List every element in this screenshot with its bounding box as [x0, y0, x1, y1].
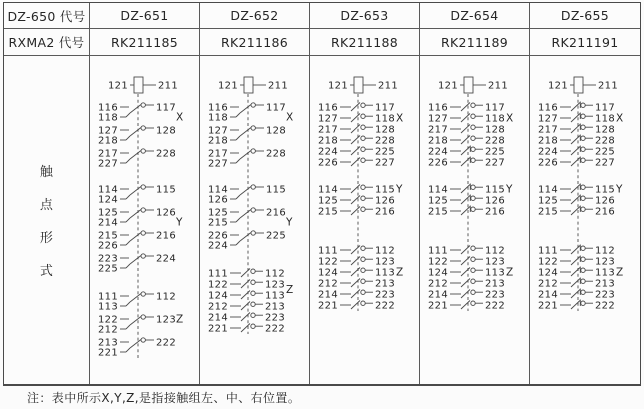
- svg-text:121: 121: [548, 80, 568, 92]
- svg-text:214: 214: [98, 217, 118, 229]
- svg-text:222: 222: [156, 337, 176, 349]
- svg-text:226: 226: [98, 240, 118, 252]
- svg-text:111: 111: [98, 291, 118, 303]
- svg-text:122: 122: [428, 256, 448, 268]
- svg-text:128: 128: [595, 124, 615, 136]
- svg-text:213: 213: [98, 337, 118, 349]
- svg-text:116: 116: [208, 102, 228, 114]
- svg-text:214: 214: [208, 312, 228, 324]
- svg-text:215: 215: [318, 206, 338, 218]
- svg-text:118: 118: [208, 112, 228, 124]
- svg-text:124: 124: [428, 267, 448, 279]
- svg-text:228: 228: [375, 135, 395, 147]
- svg-text:124: 124: [98, 194, 118, 206]
- header-code-rk211186: RK211186: [200, 29, 310, 56]
- svg-text:118: 118: [595, 113, 615, 125]
- svg-text:Y: Y: [616, 183, 623, 196]
- svg-text:126: 126: [375, 195, 395, 207]
- svg-text:223: 223: [98, 253, 118, 265]
- svg-text:223: 223: [485, 289, 505, 301]
- svg-text:211: 211: [488, 80, 508, 92]
- svg-text:127: 127: [318, 113, 338, 125]
- svg-text:221: 221: [208, 323, 228, 335]
- svg-text:223: 223: [595, 289, 615, 301]
- svg-text:225: 225: [595, 146, 615, 158]
- svg-text:115: 115: [266, 184, 286, 196]
- svg-text:125: 125: [428, 195, 448, 207]
- svg-text:127: 127: [208, 125, 228, 137]
- svg-text:118: 118: [375, 113, 395, 125]
- header-code-rk211189: RK211189: [420, 29, 530, 56]
- svg-text:221: 221: [318, 300, 338, 312]
- svg-text:121: 121: [328, 80, 348, 92]
- svg-text:128: 128: [266, 125, 286, 137]
- svg-text:122: 122: [208, 279, 228, 291]
- svg-text:X: X: [506, 112, 514, 125]
- svg-text:218: 218: [428, 135, 448, 147]
- svg-text:Z: Z: [616, 266, 624, 279]
- svg-text:224: 224: [156, 253, 176, 265]
- header-code-rk211188: RK211188: [310, 29, 420, 56]
- svg-text:118: 118: [98, 112, 118, 124]
- svg-text:113: 113: [375, 267, 395, 279]
- svg-text:116: 116: [318, 102, 338, 114]
- svg-text:114: 114: [98, 184, 118, 196]
- svg-text:212: 212: [538, 278, 558, 290]
- svg-text:118: 118: [485, 113, 505, 125]
- diagram-column-dz652: [200, 56, 310, 384]
- svg-text:218: 218: [318, 135, 338, 147]
- svg-text:114: 114: [428, 184, 448, 196]
- svg-text:112: 112: [595, 245, 615, 257]
- svg-text:221: 221: [538, 300, 558, 312]
- svg-text:226: 226: [208, 230, 228, 242]
- svg-text:213: 213: [375, 278, 395, 290]
- header-dz650-label: DZ-650 代号: [4, 3, 90, 29]
- svg-text:116: 116: [538, 102, 558, 114]
- svg-text:123: 123: [265, 279, 285, 291]
- svg-text:X: X: [396, 112, 404, 125]
- svg-text:212: 212: [428, 278, 448, 290]
- svg-text:224: 224: [208, 240, 228, 252]
- contact-diagram-dz653-svg: [310, 56, 419, 384]
- svg-text:212: 212: [98, 324, 118, 336]
- svg-text:218: 218: [538, 135, 558, 147]
- svg-text:218: 218: [208, 135, 228, 147]
- svg-text:X: X: [286, 111, 294, 124]
- svg-text:217: 217: [98, 148, 118, 160]
- svg-text:X: X: [616, 112, 624, 125]
- svg-text:113: 113: [265, 290, 285, 302]
- svg-text:125: 125: [538, 195, 558, 207]
- svg-text:224: 224: [428, 146, 448, 158]
- header-code-rk211191: RK211191: [530, 29, 640, 56]
- svg-text:121: 121: [108, 80, 128, 92]
- svg-text:226: 226: [318, 157, 338, 169]
- svg-text:216: 216: [485, 206, 505, 218]
- svg-text:122: 122: [318, 256, 338, 268]
- header-model-dz655: DZ-655: [530, 3, 640, 29]
- contact-diagram-dz655-svg: [530, 56, 639, 384]
- diagram-column-dz653: [310, 56, 420, 384]
- svg-text:225: 225: [98, 263, 118, 275]
- svg-text:212: 212: [208, 301, 228, 313]
- svg-text:228: 228: [156, 148, 176, 160]
- header-code-rk211185: RK211185: [90, 29, 200, 56]
- svg-text:216: 216: [266, 207, 286, 219]
- svg-text:124: 124: [318, 267, 338, 279]
- svg-text:117: 117: [266, 102, 286, 114]
- svg-text:222: 222: [595, 300, 615, 312]
- svg-text:224: 224: [538, 146, 558, 158]
- diagram-column-dz654: [420, 56, 530, 384]
- svg-text:128: 128: [156, 125, 176, 137]
- svg-text:127: 127: [428, 113, 448, 125]
- svg-text:113: 113: [485, 267, 505, 279]
- svg-text:115: 115: [375, 184, 395, 196]
- svg-text:124: 124: [538, 267, 558, 279]
- svg-text:217: 217: [428, 124, 448, 136]
- svg-text:227: 227: [98, 158, 118, 170]
- svg-text:123: 123: [485, 256, 505, 268]
- svg-text:211: 211: [268, 80, 288, 92]
- svg-text:127: 127: [538, 113, 558, 125]
- svg-text:Z: Z: [396, 266, 404, 279]
- svg-text:117: 117: [375, 102, 395, 114]
- svg-text:218: 218: [98, 135, 118, 147]
- svg-text:228: 228: [485, 135, 505, 147]
- contact-form-char-2: 点: [39, 198, 54, 213]
- svg-text:213: 213: [265, 301, 285, 313]
- header-rxma2-label: RXMA2 代号: [4, 29, 90, 56]
- svg-text:121: 121: [218, 80, 238, 92]
- contact-form-char-3: 形: [39, 231, 54, 246]
- svg-text:215: 215: [208, 217, 228, 229]
- svg-text:222: 222: [485, 300, 505, 312]
- contact-diagram-dz654-svg: [420, 56, 529, 384]
- svg-text:223: 223: [265, 312, 285, 324]
- svg-text:211: 211: [158, 80, 178, 92]
- svg-text:112: 112: [485, 245, 505, 257]
- svg-text:114: 114: [318, 184, 338, 196]
- svg-text:116: 116: [98, 102, 118, 114]
- svg-text:217: 217: [538, 124, 558, 136]
- svg-text:Y: Y: [176, 216, 183, 229]
- svg-text:225: 225: [485, 146, 505, 158]
- contact-diagram-dz651-svg: [90, 56, 199, 384]
- svg-text:228: 228: [595, 135, 615, 147]
- svg-text:Z: Z: [506, 266, 514, 279]
- svg-text:124: 124: [208, 290, 228, 302]
- svg-text:116: 116: [428, 102, 448, 114]
- svg-text:227: 227: [208, 158, 228, 170]
- svg-text:123: 123: [156, 314, 176, 326]
- svg-text:126: 126: [485, 195, 505, 207]
- svg-text:Z: Z: [286, 284, 294, 296]
- svg-text:211: 211: [598, 80, 618, 92]
- svg-text:113: 113: [595, 267, 615, 279]
- svg-text:115: 115: [595, 184, 615, 196]
- svg-text:225: 225: [266, 230, 286, 242]
- svg-text:224: 224: [318, 146, 338, 158]
- svg-text:117: 117: [595, 102, 615, 114]
- svg-text:126: 126: [595, 195, 615, 207]
- svg-text:216: 216: [156, 230, 176, 242]
- svg-text:128: 128: [485, 124, 505, 136]
- svg-text:127: 127: [98, 125, 118, 137]
- svg-text:213: 213: [485, 278, 505, 290]
- svg-text:115: 115: [156, 184, 176, 196]
- svg-text:125: 125: [318, 195, 338, 207]
- svg-text:222: 222: [375, 300, 395, 312]
- svg-text:128: 128: [375, 124, 395, 136]
- svg-text:217: 217: [318, 124, 338, 136]
- svg-text:123: 123: [595, 256, 615, 268]
- svg-text:216: 216: [375, 206, 395, 218]
- contact-form-label: [4, 56, 90, 384]
- svg-text:111: 111: [318, 245, 338, 257]
- svg-text:126: 126: [208, 194, 228, 206]
- svg-text:Z: Z: [176, 313, 184, 326]
- svg-text:215: 215: [428, 206, 448, 218]
- svg-text:117: 117: [156, 102, 176, 114]
- svg-text:112: 112: [265, 268, 285, 280]
- svg-text:114: 114: [208, 184, 228, 196]
- svg-text:211: 211: [378, 80, 398, 92]
- svg-text:216: 216: [595, 206, 615, 218]
- header-model-dz652: DZ-652: [200, 3, 310, 29]
- svg-text:214: 214: [428, 289, 448, 301]
- contact-form-char-4: 式: [39, 264, 54, 279]
- svg-text:223: 223: [375, 289, 395, 301]
- diagram-column-dz651: [90, 56, 200, 384]
- header-model-dz654: DZ-654: [420, 3, 530, 29]
- svg-text:125: 125: [208, 207, 228, 219]
- header-model-dz651: DZ-651: [90, 3, 200, 29]
- contact-diagram-dz652-svg: [200, 56, 309, 384]
- svg-text:111: 111: [208, 268, 228, 280]
- header-model-dz653: DZ-653: [310, 3, 420, 29]
- svg-text:122: 122: [98, 314, 118, 326]
- svg-text:214: 214: [538, 289, 558, 301]
- svg-text:Y: Y: [506, 183, 513, 196]
- svg-text:112: 112: [156, 291, 176, 303]
- svg-text:213: 213: [595, 278, 615, 290]
- svg-text:112: 112: [375, 245, 395, 257]
- svg-text:114: 114: [538, 184, 558, 196]
- diagram-column-dz655: [530, 56, 640, 384]
- svg-text:221: 221: [428, 300, 448, 312]
- svg-text:117: 117: [485, 102, 505, 114]
- svg-text:125: 125: [98, 207, 118, 219]
- svg-text:221: 221: [98, 347, 118, 359]
- svg-text:225: 225: [375, 146, 395, 158]
- footnote: 注：表中所示X,Y,Z,是指接触组左、中、右位置。: [27, 391, 301, 405]
- svg-text:227: 227: [595, 157, 615, 169]
- svg-text:111: 111: [428, 245, 448, 257]
- svg-text:123: 123: [375, 256, 395, 268]
- svg-text:215: 215: [98, 230, 118, 242]
- svg-text:226: 226: [428, 157, 448, 169]
- svg-text:228: 228: [266, 148, 286, 160]
- svg-text:Y: Y: [286, 216, 293, 229]
- svg-text:226: 226: [538, 157, 558, 169]
- svg-text:222: 222: [265, 323, 285, 335]
- svg-text:X: X: [176, 111, 184, 124]
- svg-text:217: 217: [208, 148, 228, 160]
- svg-text:Y: Y: [396, 183, 403, 196]
- relay-contact-table: [3, 2, 641, 386]
- svg-text:121: 121: [438, 80, 458, 92]
- svg-text:214: 214: [318, 289, 338, 301]
- svg-text:227: 227: [375, 157, 395, 169]
- svg-text:115: 115: [485, 184, 505, 196]
- svg-text:126: 126: [156, 207, 176, 219]
- contact-form-char-1: 触: [39, 165, 54, 180]
- svg-text:113: 113: [98, 301, 118, 313]
- svg-text:212: 212: [318, 278, 338, 290]
- svg-text:215: 215: [538, 206, 558, 218]
- svg-text:122: 122: [538, 256, 558, 268]
- svg-text:227: 227: [485, 157, 505, 169]
- svg-text:111: 111: [538, 245, 558, 257]
